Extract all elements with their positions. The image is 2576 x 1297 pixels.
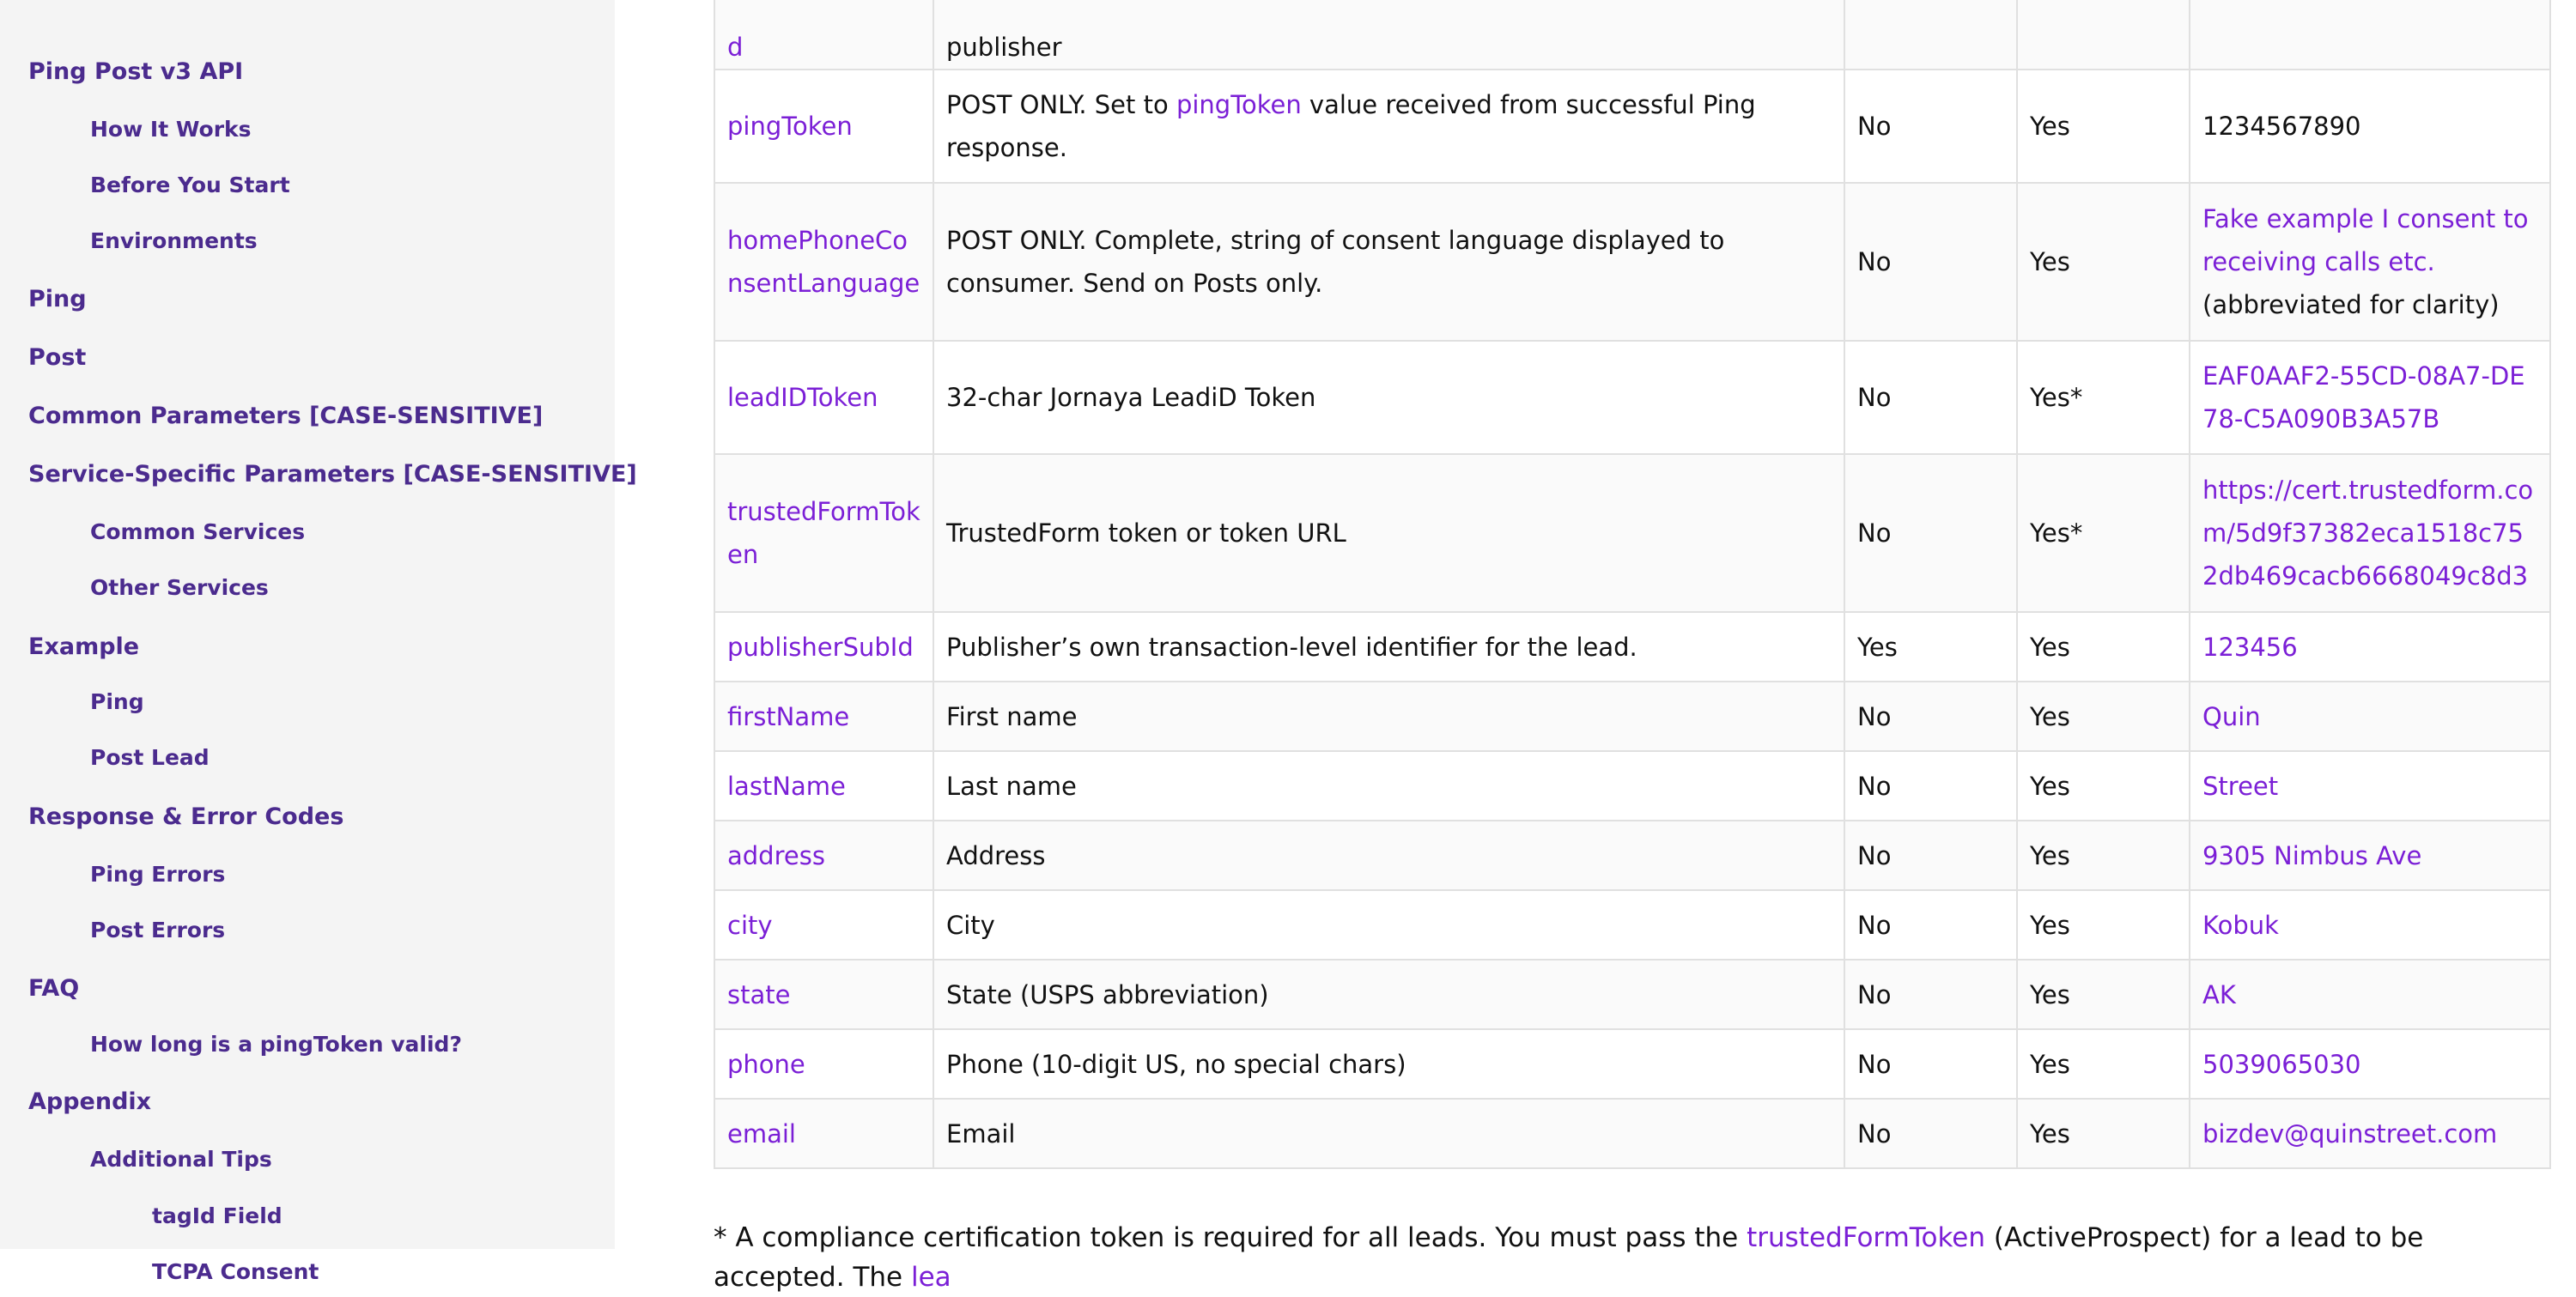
param-name-cell: phone: [714, 1029, 933, 1099]
param-description-cell: [933, 890, 1844, 960]
optional-cell: No: [1844, 341, 2017, 454]
compliance-footnote: [714, 1218, 2551, 1297]
optional-cell: No: [1844, 70, 2017, 183]
sidebar-item[interactable]: Additional Tips: [90, 1147, 272, 1172]
example-link[interactable]: Street: [2202, 771, 2279, 801]
footnote-link-trustedformtoken[interactable]: trustedFormToken: [1747, 1222, 1986, 1253]
table-row: [714, 960, 2550, 1029]
example-link[interactable]: Kobuk: [2202, 910, 2279, 940]
example-link[interactable]: 123456: [2202, 632, 2298, 662]
required-cell: Yes: [2017, 183, 2190, 341]
sidebar-item[interactable]: Common Services: [90, 519, 306, 544]
sidebar-item[interactable]: Appendix: [28, 1088, 152, 1115]
description-text: Email: [946, 1118, 1016, 1149]
optional-cell: No: [1844, 1029, 2017, 1099]
sidebar-item[interactable]: tagId Field: [152, 1203, 283, 1228]
example-link[interactable]: bizdev@quinstreet.com: [2202, 1118, 2498, 1149]
sidebar-item[interactable]: TCPA Consent: [152, 1259, 319, 1284]
example-link[interactable]: Quin: [2202, 701, 2261, 731]
param-name-cell: city: [714, 890, 933, 960]
example-cell: [2190, 70, 2550, 183]
example-cell: [2190, 0, 2550, 70]
table-row: [714, 682, 2550, 751]
optional-cell: No: [1844, 821, 2017, 890]
param-description-cell: [933, 0, 1844, 70]
description-text: value received from successful Ping response.: [946, 90, 1756, 162]
param-description-cell: [933, 682, 1844, 751]
description-text: 32-char Jornaya LeadiD Token: [946, 383, 1316, 412]
example-cell: [2190, 454, 2550, 612]
sidebar-item[interactable]: How It Works: [90, 117, 252, 142]
example-cell: [2190, 821, 2550, 890]
required-cell: Yes: [2017, 890, 2190, 960]
table-row: [714, 821, 2550, 890]
example-link[interactable]: 9305 Nimbus Ave: [2202, 840, 2422, 870]
description-text: Phone (10-digit US, no special chars): [946, 1049, 1406, 1079]
table-row: [714, 70, 2550, 183]
table-row: [714, 890, 2550, 960]
example-link[interactable]: https://cert.trustedform.com/5d9f37382eca1518c752db469cacb6668049c8d3: [2202, 476, 2534, 591]
param-name-cell: firstName: [714, 682, 933, 751]
table-row: [714, 183, 2550, 341]
required-cell: Yes: [2017, 1029, 2190, 1099]
sidebar: [0, 0, 637, 1284]
optional-cell: No: [1844, 751, 2017, 821]
sidebar-item[interactable]: Post Errors: [90, 918, 226, 942]
required-cell: Yes*: [2017, 454, 2190, 612]
example-link[interactable]: 5039065030: [2202, 1049, 2361, 1079]
example-cell: [2190, 960, 2550, 1029]
required-cell: [2017, 0, 2190, 70]
footnote-text-b: (ActiveProspect) for a lead to be accepted. The: [714, 1222, 2424, 1293]
optional-cell: No: [1844, 183, 2017, 341]
example-cell: [2190, 612, 2550, 682]
required-cell: Yes: [2017, 612, 2190, 682]
param-description-cell: [933, 1099, 1844, 1168]
description-text: TrustedForm token or token URL: [946, 518, 1346, 548]
example-link[interactable]: Fake example I consent to receiving calls etc.: [2202, 204, 2529, 276]
description-text: POST ONLY. Complete, string of consent language displayed to consumer. Send on Posts only.: [946, 226, 1725, 298]
sidebar-item[interactable]: Post: [28, 344, 87, 371]
param-name-cell: email: [714, 1099, 933, 1168]
description-text: City: [946, 910, 995, 940]
table-row: [714, 454, 2550, 612]
description-text: State (USPS abbreviation): [946, 979, 1269, 1009]
sidebar-item[interactable]: Response & Error Codes: [28, 803, 344, 830]
example-cell: [2190, 1029, 2550, 1099]
table-row: [714, 0, 2550, 70]
param-name-cell: homePhoneConsentLanguage: [714, 183, 933, 341]
table-row: [714, 612, 2550, 682]
optional-cell: No: [1844, 1099, 2017, 1168]
required-cell: Yes*: [2017, 341, 2190, 454]
example-cell: [2190, 890, 2550, 960]
param-name-cell: leadIDToken: [714, 341, 933, 454]
footnote-text-a: * A compliance certification token is required for all leads. You must pass the: [714, 1222, 1747, 1253]
table-row: [714, 751, 2550, 821]
param-name-cell: trustedFormToken: [714, 454, 933, 612]
sidebar-item[interactable]: Ping Errors: [90, 862, 226, 887]
example-cell: [2190, 341, 2550, 454]
param-name-cell: d: [714, 0, 933, 70]
param-name-cell: publisherSubId: [714, 612, 933, 682]
sidebar-item[interactable]: Environments: [90, 228, 258, 253]
example-note: (abbreviated for clarity): [2202, 290, 2500, 319]
sidebar-item[interactable]: How long is a pingToken valid?: [90, 1032, 462, 1057]
optional-cell: No: [1844, 890, 2017, 960]
param-description-cell: [933, 821, 1844, 890]
param-description-cell: [933, 454, 1844, 612]
example-link[interactable]: EAF0AAF2-55CD-08A7-DE78-C5A090B3A57B: [2202, 361, 2525, 433]
required-cell: Yes: [2017, 1099, 2190, 1168]
table-row: [714, 1029, 2550, 1099]
optional-cell: No: [1844, 454, 2017, 612]
required-cell: Yes: [2017, 960, 2190, 1029]
sidebar-item[interactable]: Ping Post v3 API: [28, 58, 244, 85]
description-text: First name: [946, 701, 1078, 731]
required-cell: Yes: [2017, 682, 2190, 751]
sidebar-item[interactable]: FAQ: [28, 975, 80, 1002]
description-text: Last name: [946, 771, 1077, 801]
sidebar-item[interactable]: Service-Specific Parameters [CASE-SENSITIVE]: [28, 461, 637, 488]
table-row: [714, 1099, 2550, 1168]
example-cell: [2190, 183, 2550, 341]
optional-cell: No: [1844, 960, 2017, 1029]
sidebar-item[interactable]: Other Services: [90, 575, 269, 600]
sidebar-item[interactable]: Example: [28, 633, 140, 660]
description-text: publisher: [946, 33, 1062, 62]
param-name-cell: address: [714, 821, 933, 890]
param-name-cell: lastName: [714, 751, 933, 821]
optional-cell: Yes: [1844, 612, 2017, 682]
param-description-cell: [933, 341, 1844, 454]
description-text: Address: [946, 840, 1046, 870]
param-description-cell: [933, 960, 1844, 1029]
example-link[interactable]: AK: [2202, 979, 2236, 1009]
optional-cell: No: [1844, 682, 2017, 751]
required-cell: Yes: [2017, 821, 2190, 890]
example-value: 1234567890: [2202, 112, 2361, 141]
inline-code-pingtoken: pingToken: [1176, 90, 1302, 119]
example-cell: [2190, 682, 2550, 751]
sidebar-item[interactable]: Before You Start: [90, 173, 290, 197]
required-cell: Yes: [2017, 70, 2190, 183]
optional-cell: [1844, 0, 2017, 70]
required-cell: Yes: [2017, 751, 2190, 821]
param-name-cell: state: [714, 960, 933, 1029]
param-description-cell: [933, 612, 1844, 682]
example-cell: [2190, 1099, 2550, 1168]
sidebar-item[interactable]: Post Lead: [90, 745, 210, 770]
param-description-cell: [933, 751, 1844, 821]
example-cell: [2190, 751, 2550, 821]
parameters-table: [714, 0, 2551, 1169]
footnote-link-leadidtoken[interactable]: lea: [910, 1262, 951, 1293]
sidebar-item[interactable]: Ping: [28, 286, 87, 312]
table-row: [714, 341, 2550, 454]
sidebar-item[interactable]: Common Parameters [CASE-SENSITIVE]: [28, 403, 544, 429]
param-description-cell: [933, 183, 1844, 341]
description-text: Publisher’s own transaction-level identifier for the lead.: [946, 632, 1637, 662]
param-description-cell: [933, 1029, 1844, 1099]
param-description-cell: [933, 70, 1844, 183]
sidebar-item[interactable]: Ping: [90, 689, 144, 714]
param-name-cell: pingToken: [714, 70, 933, 183]
description-text: POST ONLY. Set to: [946, 90, 1176, 119]
